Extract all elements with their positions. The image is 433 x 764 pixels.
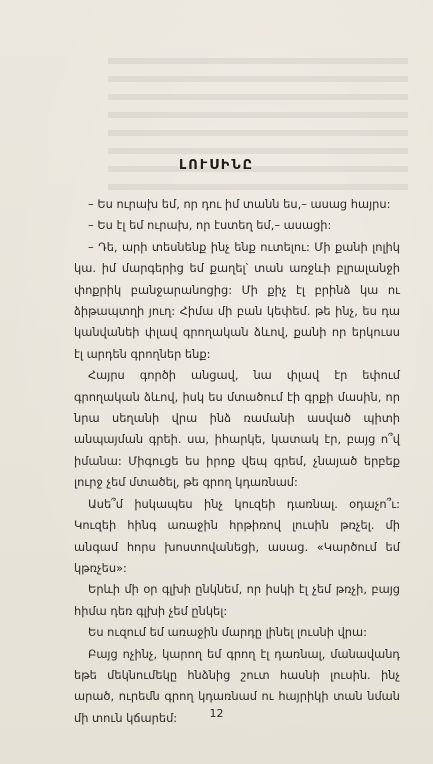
paragraph: Ասե՞մ իսկապես ինչ կուզեի դառնալ. օդաչո՞ւ: Կուզեի հինգ առաջին հրթիռով լուսին թռչել. մի անգամ հորս խոստովանեցի, ասաց. «Կարծում եմ կթռչես»: [74, 496, 400, 575]
paragraph: – Ես ուրախ եմ, որ դու իմ տանն ես,– ասաց հայրս: [88, 197, 391, 211]
paragraph: – Դե, արի տեսնենք ինչ ենք ուտելու: Մի քանի լոլիկ կա. իմ մարգերից եմ քաղել՝ տան առջևի բլրալանջի փոքրիկ բանջարանոցից: Մի քիչ էլ բրինձ կա ու ձիթապտղի յուղ: Հիմա մի բան կեփեմ. թե ինչ, ես դա կանվանեի փլավ գրողական ձևով, քանի որ երկուսս էլ արդեն գրողներ ենք: [74, 239, 400, 361]
paragraph: Հայրս գործի անցավ, նա փլավ էր եփում գրողական ձևով, իսկ ես մտածում էի գրքի մասին, որ նրա սեղանի վրա ինձ ռամանի ասված պիտի անպայման գրեի. սա, իհարկե, կատակ էր, բայց ո՞վ իմանա: Միգուցե ես իրոք վեպ գրեմ, չնայած երբեք լուրջ չեմ մտածել, թե գրող կդառնամ: [74, 368, 400, 490]
paragraph: – Ես էլ եմ ուրախ, որ էստեղ եմ,– ասացի: [88, 218, 332, 233]
paragraph: Բայց ոչինչ, կարող եմ գրող էլ դառնալ, մանավանդ եթե մեկնումեկը հնձնից շուտ հասնի լուսին. ինչ արած, ուրեմն գրող կդառնամ ու հայրիկի տան նման մի տուն կճարեմ: [74, 646, 400, 725]
chapter-title: ԼՈՒՍԻՆԸ [178, 158, 255, 173]
paragraph: Երևի մի օր գլխի ընկնեմ, որ իսկի էլ չեմ թռչի, բայց հիմա դեռ գլխի չեմ ընկել: [74, 582, 400, 618]
show-through-text [108, 58, 408, 198]
body-text [74, 194, 400, 729]
paragraph: Ես ուզում եմ առաջին մարդը լինել լուսնի վրա: [88, 625, 367, 640]
page-number: 12 [209, 707, 224, 720]
